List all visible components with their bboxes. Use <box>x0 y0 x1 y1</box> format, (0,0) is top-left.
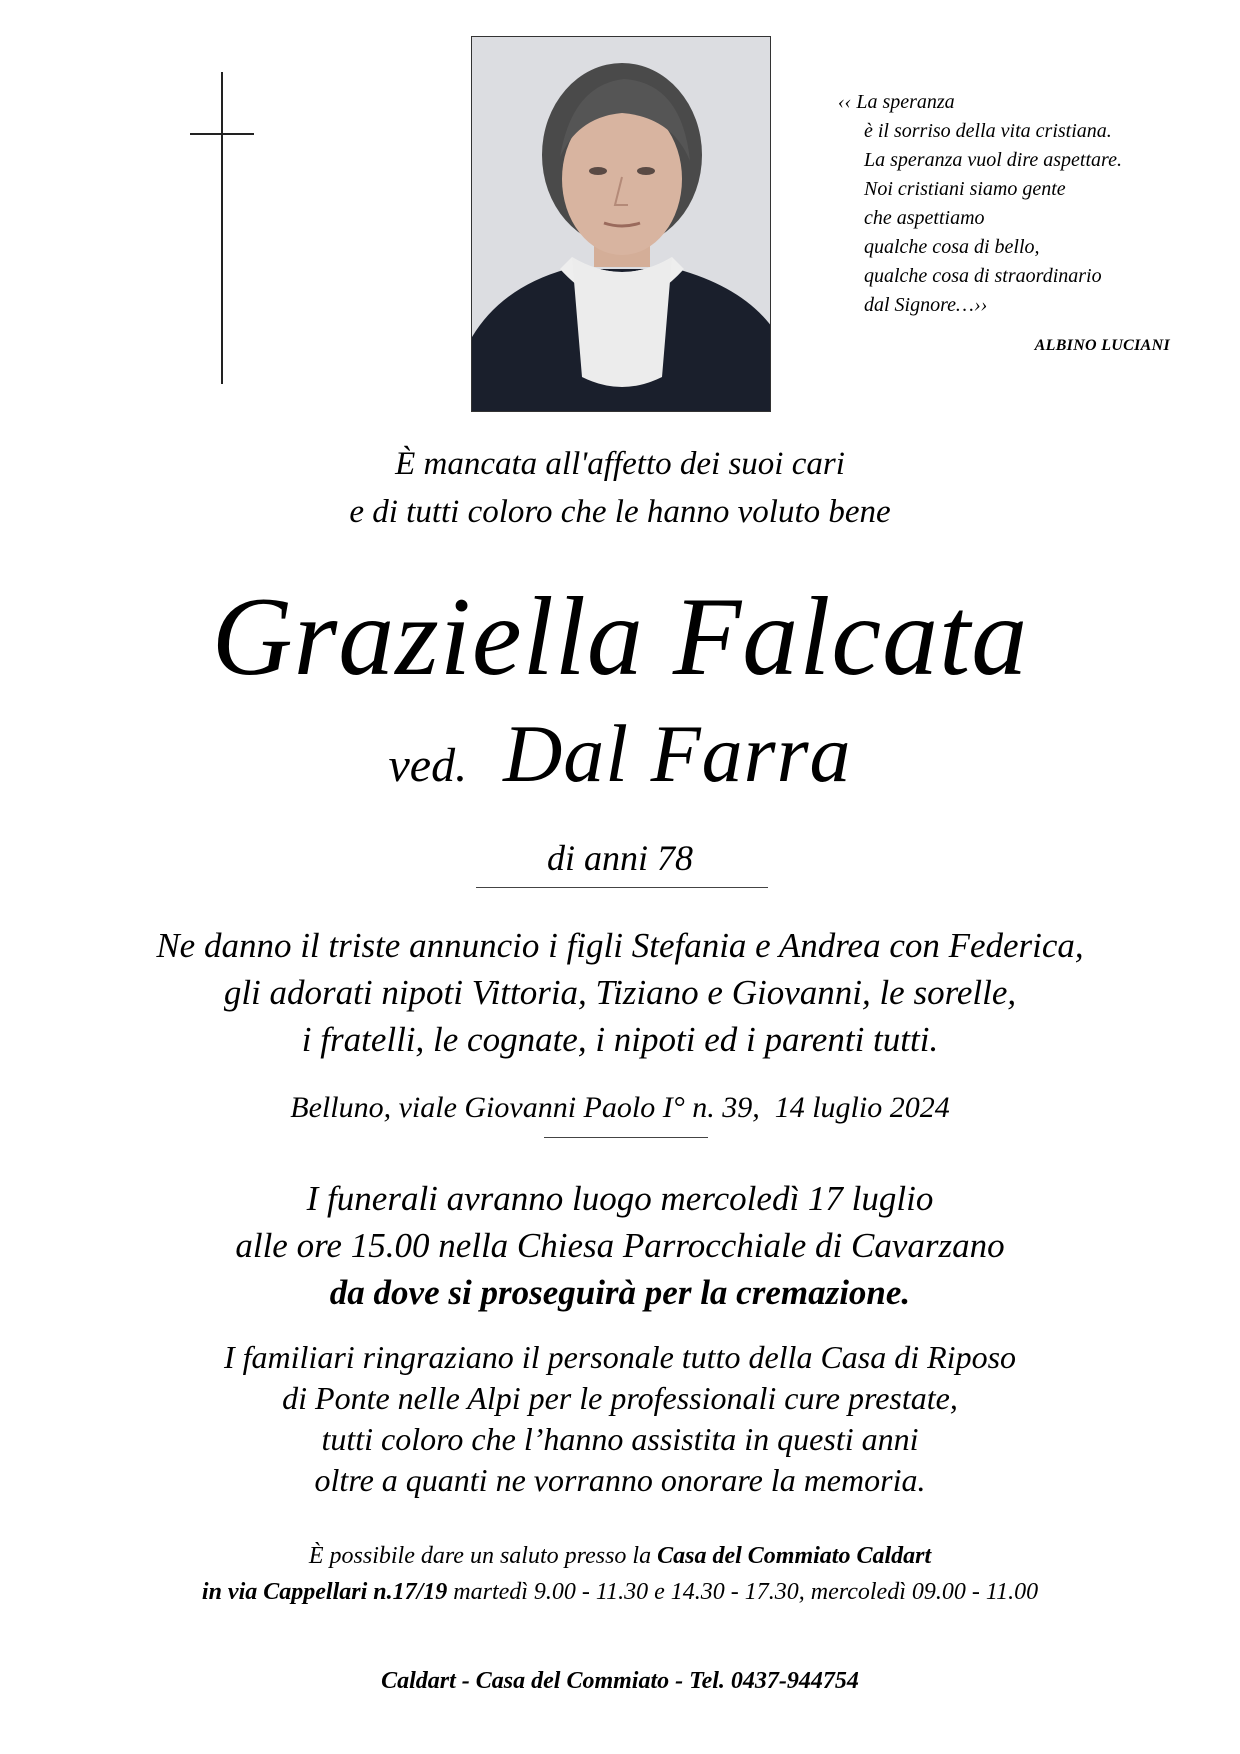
footer-contact: Caldart - Casa del Commiato - Tel. 0437-944754 <box>381 1668 859 1694</box>
funeral-line-bold: da dove si proseguirà per la cremazione. <box>329 1273 911 1312</box>
quote-line: Noi cristiani siamo gente <box>864 178 1066 200</box>
thanks-line: tutti coloro che l’hanno assistita in questi anni <box>321 1421 919 1457</box>
thanks-line: oltre a quanti ne vorranno onorare la memoria. <box>314 1462 926 1498</box>
announcement-line: Ne danno il triste annuncio i figli Stefania e Andrea con Federica, <box>156 926 1084 965</box>
funeral-line: I funerali avranno luogo mercoledì 17 luglio <box>306 1179 934 1218</box>
announcement-text <box>0 922 1240 1063</box>
intro-text <box>0 440 1240 536</box>
visit-line <box>0 1538 1240 1574</box>
portrait-photo <box>471 36 771 412</box>
quote-line: che aspettiamo <box>864 207 985 229</box>
announcement-line: i fratelli, le cognate, i nipoti ed i parenti tutti. <box>301 1020 939 1059</box>
married-name-line <box>0 708 1240 806</box>
intro-line: e di tutti coloro che le hanno voluto bene <box>349 494 891 530</box>
funeral-info <box>0 1175 1240 1316</box>
funeral-line: alle ore 15.00 nella Chiesa Parrocchiale di Cavarzano <box>235 1226 1005 1265</box>
visit-address: in via Cappellari n.17/19 <box>201 1579 448 1605</box>
quote-author: ALBINO LUCIANI <box>1034 337 1170 354</box>
quote-line: La speranza vuol dire aspettare. <box>864 149 1122 171</box>
quote-line: qualche cosa di straordinario <box>864 265 1102 287</box>
widow-label: ved. <box>388 739 468 792</box>
intro-line: È mancata all'affetto dei suoi cari <box>395 446 845 482</box>
thanks-line: di Ponte nelle Alpi per le professionali cure prestate, <box>282 1380 958 1416</box>
visit-text: È possibile dare un saluto presso la <box>308 1543 658 1569</box>
cross-horizontal-bar <box>190 133 254 135</box>
cross-vertical-bar <box>221 72 223 384</box>
visit-hours: martedì 9.00 - 11.30 e 14.30 - 17.30, mercoledì 09.00 - 11.00 <box>447 1579 1039 1605</box>
visit-location: Casa del Commiato Caldart <box>657 1543 932 1569</box>
married-name: Dal Farra <box>503 708 852 799</box>
divider <box>476 887 768 888</box>
quote-block <box>838 88 1238 320</box>
quote-line: dal Signore…›› <box>864 294 988 316</box>
quote-line: ‹‹ La speranza <box>838 91 955 113</box>
deceased-age: di anni 78 <box>546 838 693 878</box>
visit-info <box>0 1538 1240 1610</box>
divider <box>544 1137 708 1138</box>
quote-line: è il sorriso della vita cristiana. <box>864 120 1112 142</box>
portrait-illustration <box>472 37 771 412</box>
thanks-text <box>0 1337 1240 1501</box>
announcement-line: gli adorati nipoti Vittoria, Tiziano e Giovanni, le sorelle, <box>223 973 1017 1012</box>
deceased-name: Graziella Falcata <box>211 575 1029 699</box>
thanks-line: I familiari ringraziano il personale tutto della Casa di Riposo <box>223 1339 1017 1375</box>
visit-line <box>0 1574 1240 1610</box>
quote-line: qualche cosa di bello, <box>864 236 1040 258</box>
place-date: Belluno, viale Giovanni Paolo I° n. 39, 14 luglio 2024 <box>290 1091 950 1124</box>
